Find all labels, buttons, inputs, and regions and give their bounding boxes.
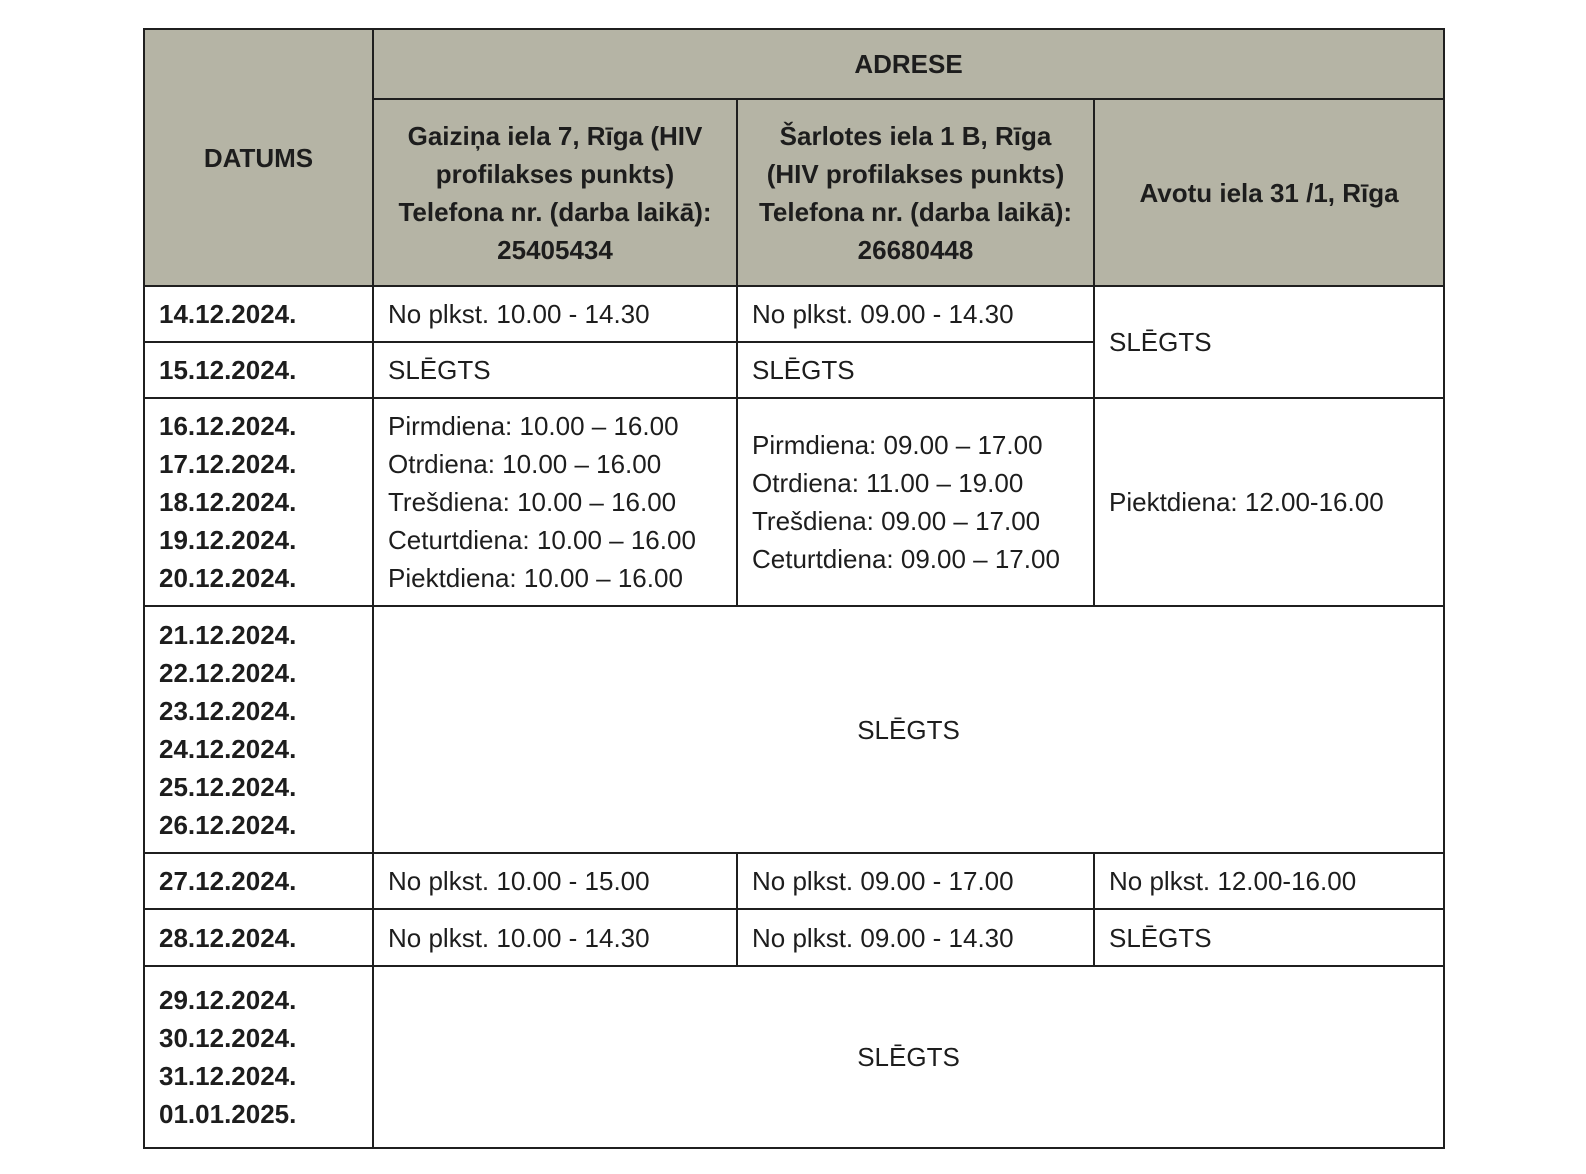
table-row bbox=[144, 853, 1444, 909]
date-14-12: 14.12.2024. bbox=[144, 286, 373, 342]
date-27-12: 27.12.2024. bbox=[144, 853, 373, 909]
hours-line: Trešdiena: 10.00 – 16.00 bbox=[388, 487, 677, 517]
hours-27-12-sarlotes: No plkst. 09.00 - 17.00 bbox=[737, 853, 1094, 909]
status-28-12-avotu: SLĒGTS bbox=[1094, 909, 1444, 966]
hours-27-12-gaizina: No plkst. 10.00 - 15.00 bbox=[373, 853, 737, 909]
opening-hours-table bbox=[143, 28, 1445, 1149]
weekhours-gaizina bbox=[373, 398, 737, 606]
hours-28-12-gaizina: No plkst. 10.00 - 14.30 bbox=[373, 909, 737, 966]
date-line: 23.12.2024. bbox=[159, 695, 297, 726]
header-row-adrese bbox=[144, 29, 1444, 99]
date-line: 01.01.2025. bbox=[159, 1099, 297, 1129]
date-line: 21.12.2024. bbox=[159, 619, 297, 650]
dates-29-01 bbox=[144, 966, 373, 1148]
dates-16-20 bbox=[144, 398, 373, 606]
hours-27-12-avotu: No plkst. 12.00-16.00 bbox=[1094, 853, 1444, 909]
date-line: 17.12.2024. bbox=[159, 449, 297, 479]
hours-line: Pirmdiena: 10.00 – 16.00 bbox=[388, 411, 679, 441]
hours-28-12-sarlotes: No plkst. 09.00 - 14.30 bbox=[737, 909, 1094, 966]
status-29-01-all: SLĒGTS bbox=[373, 966, 1444, 1148]
date-line: 19.12.2024. bbox=[159, 525, 297, 555]
date-line: 24.12.2024. bbox=[159, 733, 297, 764]
date-line: 16.12.2024. bbox=[159, 411, 297, 441]
status-21-26-all: SLĒGTS bbox=[373, 606, 1444, 853]
hours-line: Ceturtdiena: 09.00 – 17.00 bbox=[752, 544, 1060, 574]
hours-line: Piektdiena: 10.00 – 16.00 bbox=[388, 563, 683, 593]
table-row bbox=[144, 398, 1444, 606]
date-line: 18.12.2024. bbox=[159, 487, 297, 517]
hours-line: Otrdiena: 10.00 – 16.00 bbox=[388, 449, 662, 479]
date-line: 20.12.2024. bbox=[159, 563, 297, 593]
weekhours-sarlotes bbox=[737, 398, 1094, 606]
hours-line: Trešdiena: 09.00 – 17.00 bbox=[752, 506, 1041, 536]
date-line: 29.12.2024. bbox=[159, 985, 297, 1015]
header-datums: DATUMS bbox=[144, 29, 373, 286]
hours-line: Pirmdiena: 09.00 – 17.00 bbox=[752, 430, 1043, 460]
status-15-12-gaizina: SLĒGTS bbox=[373, 342, 737, 398]
weekhours-avotu: Piektdiena: 12.00-16.00 bbox=[1094, 398, 1444, 606]
dates-21-26 bbox=[144, 606, 373, 853]
status-15-12-sarlotes: SLĒGTS bbox=[737, 342, 1094, 398]
date-28-12: 28.12.2024. bbox=[144, 909, 373, 966]
table-row bbox=[144, 286, 1444, 342]
status-14-15-avotu: SLĒGTS bbox=[1094, 286, 1444, 398]
table-row bbox=[144, 966, 1444, 1148]
hours-14-12-gaizina: No plkst. 10.00 - 14.30 bbox=[373, 286, 737, 342]
table-row bbox=[144, 606, 1444, 853]
date-line: 25.12.2024. bbox=[159, 771, 297, 802]
hours-14-12-sarlotes: No plkst. 09.00 - 14.30 bbox=[737, 286, 1094, 342]
header-location-avotu: Avotu iela 31 /1, Rīga bbox=[1094, 99, 1444, 286]
date-line: 26.12.2024. bbox=[159, 809, 297, 840]
hours-line: Otrdiena: 11.00 – 19.00 bbox=[752, 468, 1024, 498]
header-location-gaizina: Gaiziņa iela 7, Rīga (HIV profilakses punkts) Telefona nr. (darba laikā): 25405434 bbox=[373, 99, 737, 286]
date-line: 22.12.2024. bbox=[159, 657, 297, 688]
hours-line: Ceturtdiena: 10.00 – 16.00 bbox=[388, 525, 696, 555]
header-adrese: ADRESE bbox=[373, 29, 1444, 99]
header-location-sarlotes: Šarlotes iela 1 B, Rīga (HIV profilakses punkts) Telefona nr. (darba laikā): 26680448 bbox=[737, 99, 1094, 286]
table-row bbox=[144, 909, 1444, 966]
date-15-12: 15.12.2024. bbox=[144, 342, 373, 398]
date-line: 30.12.2024. bbox=[159, 1023, 297, 1053]
date-line: 31.12.2024. bbox=[159, 1061, 297, 1091]
